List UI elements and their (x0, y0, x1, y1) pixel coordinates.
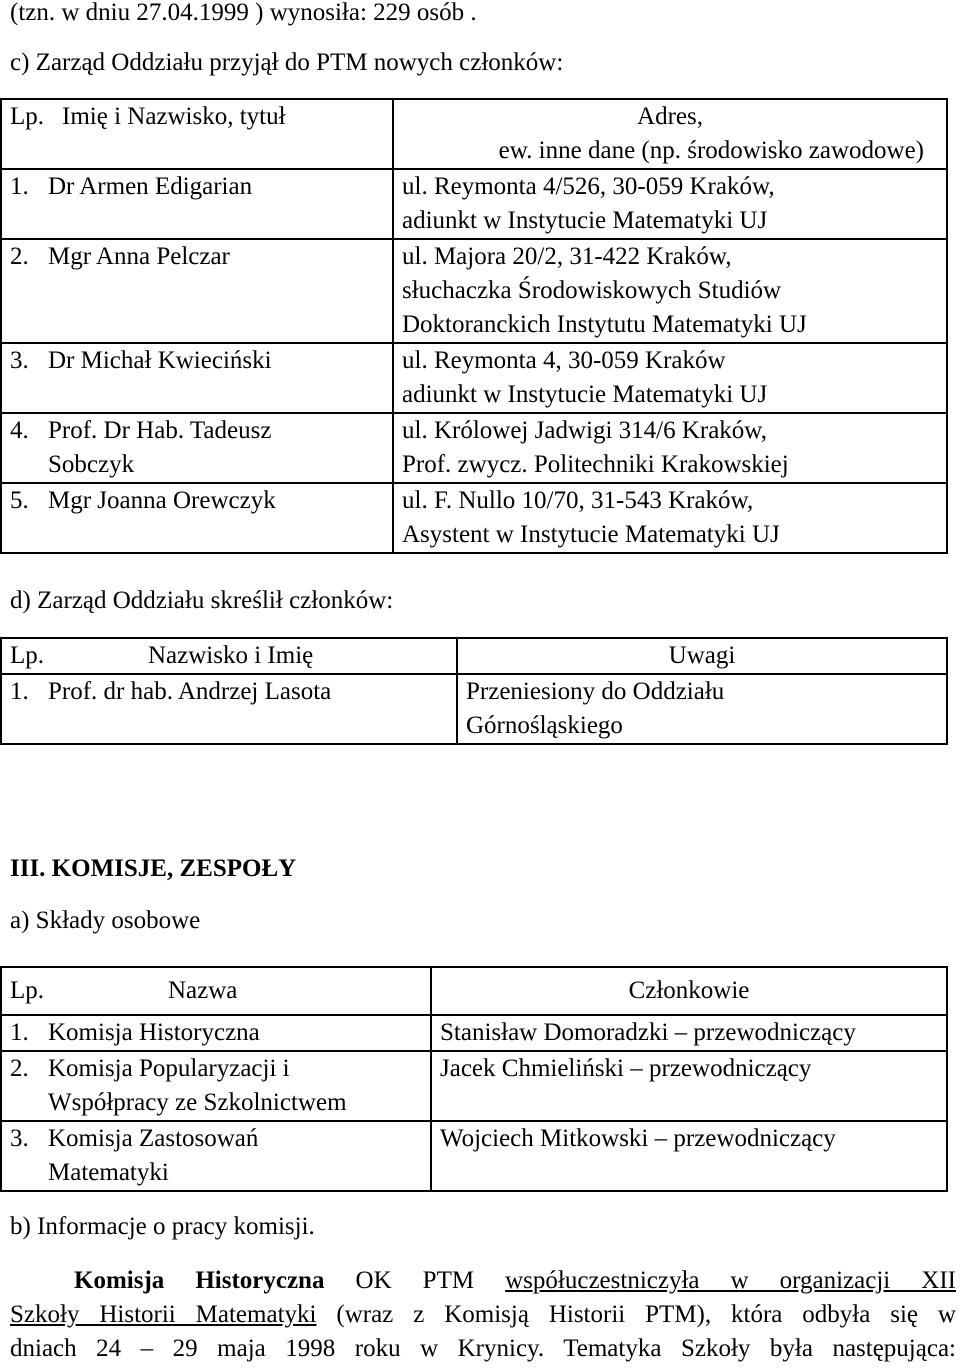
row-name: Matematyki (48, 1159, 169, 1186)
intro-line: (tzn. w dniu 27.04.1999 ) wynosiła: 229 osób . (10, 0, 477, 26)
section-a-heading: a) Składy osobowe (10, 907, 201, 934)
row-lp: 3. (10, 347, 29, 374)
row-name: Sobczyk (48, 451, 135, 478)
paragraph-text: (wraz z Komisją Historii PTM), która odbyła się w (316, 1301, 956, 1328)
row-address-line: ul. Majora 20/2, 31-422 Kraków, (402, 243, 732, 270)
row-notes-line: Przeniesiony do Oddziału (466, 678, 725, 705)
table-row (1, 1121, 947, 1191)
header-address-1: Adres, (637, 103, 703, 130)
row-name: Współpracy ze Szkolnictwem (48, 1089, 347, 1116)
header-notes: Uwagi (457, 638, 947, 674)
row-name: Komisja Popularyzacji i (48, 1055, 290, 1082)
row-members: Wojciech Mitkowski – przewodniczący (431, 1121, 947, 1191)
row-address-line: adiunkt w Instytucie Matematyki UJ (402, 207, 768, 234)
row-lp: 2. (10, 1055, 29, 1082)
header-address-2: ew. inne dane (np. środowisko zawodowe) (498, 137, 924, 164)
row-name: Prof. Dr Hab. Tadeusz (48, 417, 272, 444)
table-row (1, 343, 947, 413)
row-address-line: ul. F. Nullo 10/70, 31-543 Kraków, (402, 487, 754, 514)
header-lp: Lp. (10, 642, 45, 669)
table-header-row (1, 99, 947, 169)
section-title: III. KOMISJE, ZESPOŁY (10, 855, 297, 882)
paragraph-line-2 (10, 1298, 956, 1332)
row-members: Stanisław Domoradzki – przewodniczący (431, 1015, 947, 1051)
paragraph-line-3: dniach 24 – 29 maja 1998 roku w Krynicy. Tematyka Szkoły była następująca: (10, 1335, 956, 1362)
paragraph-underlined-link: współuczestniczyła w organizacji XII (505, 1267, 956, 1294)
row-address-line: ul. Reymonta 4/526, 30-059 Kraków, (402, 173, 775, 200)
paragraph-underlined-text: Szkoły Historii Matematyki (10, 1301, 317, 1328)
row-name: Mgr Anna Pelczar (48, 243, 230, 270)
paragraph-line-1 (10, 1264, 956, 1298)
row-lp: 5. (10, 487, 29, 514)
row-name: Komisja Historyczna (48, 1019, 260, 1046)
paragraph-text: OK PTM (324, 1267, 506, 1294)
row-name: Dr Michał Kwieciński (48, 347, 272, 374)
table-row (1, 674, 947, 744)
row-lp: 1. (10, 678, 29, 705)
removed-members-table (0, 637, 948, 745)
row-lp: 1. (10, 173, 29, 200)
row-address-line: ul. Reymonta 4, 30-059 Kraków (402, 347, 726, 374)
row-name: Dr Armen Edigarian (48, 173, 253, 200)
body-paragraph (10, 1264, 956, 1366)
header-members: Członkowie (431, 967, 947, 1015)
row-name: Prof. dr hab. Andrzej Lasota (48, 678, 332, 705)
header-lp: Lp. (10, 103, 45, 130)
row-address-line: Prof. zwycz. Politechniki Krakowskiej (402, 451, 789, 478)
header-lp: Lp. (10, 977, 45, 1004)
row-lp: 2. (10, 243, 29, 270)
row-members: Jacek Chmieliński – przewodniczący (431, 1051, 947, 1121)
row-lp: 1. (10, 1019, 29, 1046)
table-row (1, 413, 947, 483)
header-name: Nazwisko i Imię (148, 642, 314, 669)
row-address-line: słuchaczka Środowiskowych Studiów (402, 277, 782, 304)
table-header-row (1, 967, 947, 1015)
table-header-row (1, 638, 947, 674)
row-lp: 4. (10, 417, 29, 444)
commissions-table (0, 966, 948, 1192)
paragraph-bold-lead: Komisja Historyczna (74, 1267, 325, 1294)
section-c-heading: c) Zarząd Oddziału przyjął do PTM nowych członków: (10, 49, 564, 76)
table-row (1, 239, 947, 343)
row-notes-line: Górnośląskiego (466, 712, 623, 739)
row-name: Komisja Zastosowań (48, 1125, 259, 1152)
row-address-line: adiunkt w Instytucie Matematyki UJ (402, 381, 768, 408)
table-row (1, 1015, 947, 1051)
new-members-table (0, 98, 948, 554)
row-address-line: ul. Królowej Jadwigi 314/6 Kraków, (402, 417, 767, 444)
table-row (1, 169, 947, 239)
table-row (1, 483, 947, 553)
row-address-line: Doktoranckich Instytutu Matematyki UJ (402, 311, 807, 338)
header-name: Imię i Nazwisko, tytuł (62, 103, 286, 130)
header-name: Nazwa (168, 977, 238, 1004)
section-d-heading: d) Zarząd Oddziału skreślił członków: (10, 587, 394, 614)
section-b-heading: b) Informacje o pracy komisji. (10, 1213, 315, 1240)
row-name: Mgr Joanna Orewczyk (48, 487, 276, 514)
row-lp: 3. (10, 1125, 29, 1152)
row-address-line: Asystent w Instytucie Matematyki UJ (402, 521, 780, 548)
table-row (1, 1051, 947, 1121)
